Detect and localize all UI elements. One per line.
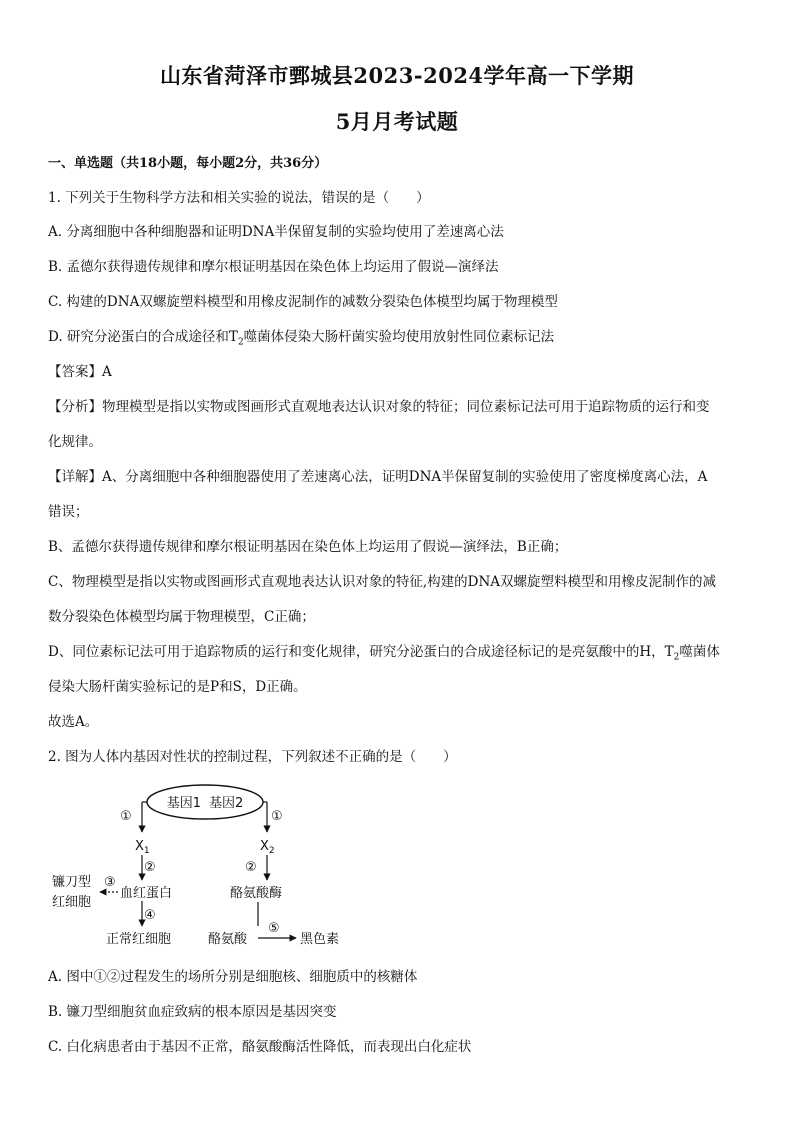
step-4: ④: [144, 908, 156, 923]
q1-detail-c: C、物理模型是指以实物或图画形式直观地表达认识对象的特征,构建的DNA双螺旋塑料模型和用橡皮泥制作的减: [48, 574, 717, 590]
q1-option-b: B. 孟德尔获得遗传规律和摩尔根证明基因在染色体上均运用了假说—演绎法: [48, 259, 499, 275]
step-1-right: ①: [271, 809, 283, 824]
page-title: 山东省菏泽市鄄城县2023-2024学年高一下学期: [159, 63, 635, 88]
step-2-left: ②: [144, 860, 156, 875]
x1-label: $X_1$: [135, 839, 150, 856]
q1-answer: 【答案】A: [48, 364, 112, 380]
q1-option-c: C. 构建的DNA双螺旋塑料模型和用橡皮泥制作的减数分裂染色体模型均属于物理模型: [48, 294, 558, 310]
gene-ellipse: [147, 785, 263, 819]
q1-stem: 1. 下列关于生物科学方法和相关实验的说法，错误的是（ ）: [48, 190, 430, 206]
q2-option-a: A. 图中①②过程发生的场所分别是细胞核、细胞质中的核糖体: [48, 969, 418, 985]
step-2-right: ②: [245, 860, 257, 875]
q2-option-c: C. 白化病患者由于基因不正常，酪氨酸酶活性降低，而表现出白化症状: [48, 1039, 472, 1055]
q1-detail-d: D、同位素标记法可用于追踪物质的运行和变化规律，研究分泌蛋白的合成途径标记的是亮氨酸中的H，$T_2$噬菌体: [48, 644, 720, 663]
q1-detail-b: B、孟德尔获得遗传规律和摩尔根证明基因在染色体上均运用了假说—演绎法，B正确；: [48, 539, 568, 555]
q1-conclusion: 故选A。: [48, 714, 99, 730]
q1-detail-d-cont: 侵染大肠杆菌实验标记的是P和S，D正确。: [48, 679, 307, 695]
section-heading: 一、单选题（共18小题，每小题2分，共36分）: [48, 156, 328, 171]
melanin-label: 黑色素: [300, 932, 340, 947]
hemoglobin-label: 血红蛋白: [120, 886, 173, 901]
step-5: ⑤: [268, 921, 280, 936]
q1-analysis-cont: 化规律。: [48, 434, 102, 450]
q1-detail-c-cont: 数分裂染色体模型均属于物理模型，C正确；: [48, 609, 315, 625]
step-3: ③: [104, 875, 116, 890]
gene-labels: 基因1 基因2: [166, 796, 244, 811]
gene-control-diagram: [40, 780, 380, 952]
sickle-cell-line2: 红细胞: [52, 895, 92, 910]
q1-detail-a-cont: 错误；: [48, 504, 89, 520]
x2-label: $X_2$: [260, 839, 275, 856]
q1-option-a: A. 分离细胞中各种细胞器和证明DNA半保留复制的实验均使用了差速离心法: [48, 224, 504, 240]
q1-option-d: D. 研究分泌蛋白的合成途径和$T_2$噬菌体侵染大肠杆菌实验均使用放射性同位素标记法: [48, 329, 555, 348]
normal-rbc-label: 正常红细胞: [106, 932, 172, 947]
tyrosine-label: 酪氨酸: [208, 932, 248, 947]
q1-detail-a: 【详解】A、分离细胞中各种细胞器使用了差速离心法，证明DNA半保留复制的实验使用了密度梯度离心法，A: [48, 469, 708, 485]
q1-analysis: 【分析】物理模型是指以实物或图画形式直观地表达认识对象的特征；同位素标记法可用于追踪物质的运行和变: [48, 399, 710, 415]
q2-option-b: B. 镰刀型细胞贫血症致病的根本原因是基因突变: [48, 1004, 337, 1020]
q2-stem: 2. 图为人体内基因对性状的控制过程，下列叙述不正确的是（ ）: [48, 749, 457, 765]
page-subtitle: 5月月考试题: [335, 109, 459, 134]
step-1-left: ①: [120, 809, 132, 824]
tyrosinase-label: 酪氨酸酶: [230, 886, 283, 901]
sickle-cell-line1: 镰刀型: [52, 875, 92, 890]
